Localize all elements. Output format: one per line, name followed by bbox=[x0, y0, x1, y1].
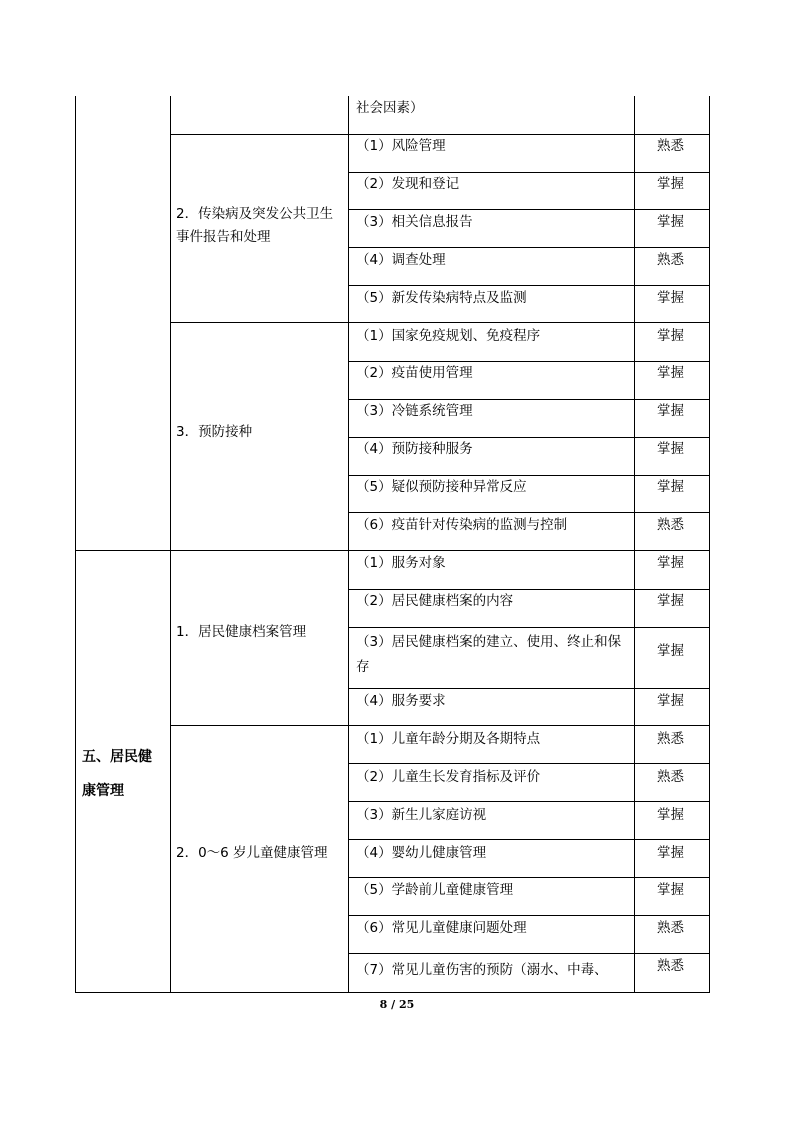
level-cell: 掌握 bbox=[657, 593, 684, 609]
level-cell: 掌握 bbox=[657, 882, 684, 898]
item-cell: （4）调查处理 bbox=[356, 252, 446, 268]
level-cell: 掌握 bbox=[657, 214, 684, 230]
level-cell: 掌握 bbox=[657, 479, 684, 495]
item-cell: 社会因素） bbox=[356, 100, 424, 116]
level-cell: 熟悉 bbox=[657, 138, 684, 154]
level-cell: 熟悉 bbox=[657, 252, 684, 268]
item-cell: （5）新发传染病特点及监测 bbox=[356, 290, 527, 306]
level-cell: 掌握 bbox=[657, 176, 684, 192]
page-number: 8 / 25 bbox=[379, 998, 415, 1011]
level-cell: 掌握 bbox=[657, 643, 684, 659]
item-cell: （4）预防接种服务 bbox=[356, 441, 473, 457]
item-cell: （4）服务要求 bbox=[356, 693, 446, 709]
item-cell: （2）发现和登记 bbox=[356, 176, 460, 192]
item-cell: （1）儿童年龄分期及各期特点 bbox=[356, 731, 541, 747]
item-cell: （2）儿童生长发育指标及评价 bbox=[356, 769, 541, 785]
item-cell: （5）学龄前儿童健康管理 bbox=[356, 882, 514, 898]
item-cell: （4）婴幼儿健康管理 bbox=[356, 845, 487, 861]
item-cell: （3）冷链系统管理 bbox=[356, 403, 473, 419]
level-cell: 熟悉 bbox=[657, 958, 684, 974]
topic-cell: 2．传染病及突发公共卫生事件报告和处理 bbox=[176, 206, 334, 245]
level-cell: 熟悉 bbox=[657, 517, 684, 533]
level-cell: 掌握 bbox=[657, 693, 684, 709]
item-cell: （1）服务对象 bbox=[356, 555, 446, 571]
level-cell: 掌握 bbox=[657, 403, 684, 419]
item-cell: （7）常见儿童伤害的预防（溺水、中毒、 bbox=[356, 962, 608, 978]
section-title: 五、居民健康管理 bbox=[82, 749, 152, 799]
topic-cell: 3．预防接种 bbox=[176, 424, 253, 440]
item-cell: （3）新生儿家庭访视 bbox=[356, 807, 487, 823]
level-cell: 掌握 bbox=[657, 290, 684, 306]
level-cell: 掌握 bbox=[657, 365, 684, 381]
level-cell: 掌握 bbox=[657, 807, 684, 823]
item-cell: （1）国家免疫规划、免疫程序 bbox=[356, 328, 541, 344]
level-cell: 熟悉 bbox=[657, 731, 684, 747]
item-cell: （6）常见儿童健康问题处理 bbox=[356, 920, 527, 936]
item-cell: （5）疑似预防接种异常反应 bbox=[356, 479, 527, 495]
item-cell: （1）风险管理 bbox=[356, 138, 446, 154]
item-cell: （2）居民健康档案的内容 bbox=[356, 593, 514, 609]
item-cell: （2）疫苗使用管理 bbox=[356, 365, 473, 381]
level-cell: 掌握 bbox=[657, 845, 684, 861]
level-cell: 掌握 bbox=[657, 555, 684, 571]
topic-cell: 2．0～6 岁儿童健康管理 bbox=[176, 845, 328, 861]
item-cell: （3）相关信息报告 bbox=[356, 214, 473, 230]
level-cell: 掌握 bbox=[657, 441, 684, 457]
topic-cell: 1．居民健康档案管理 bbox=[176, 624, 307, 640]
item-cell: （3）居民健康档案的建立、使用、终止和保存 bbox=[356, 634, 622, 675]
level-cell: 熟悉 bbox=[657, 769, 684, 785]
level-cell: 熟悉 bbox=[657, 920, 684, 936]
level-cell: 掌握 bbox=[657, 328, 684, 344]
item-cell: （6）疫苗针对传染病的监测与控制 bbox=[356, 517, 568, 533]
